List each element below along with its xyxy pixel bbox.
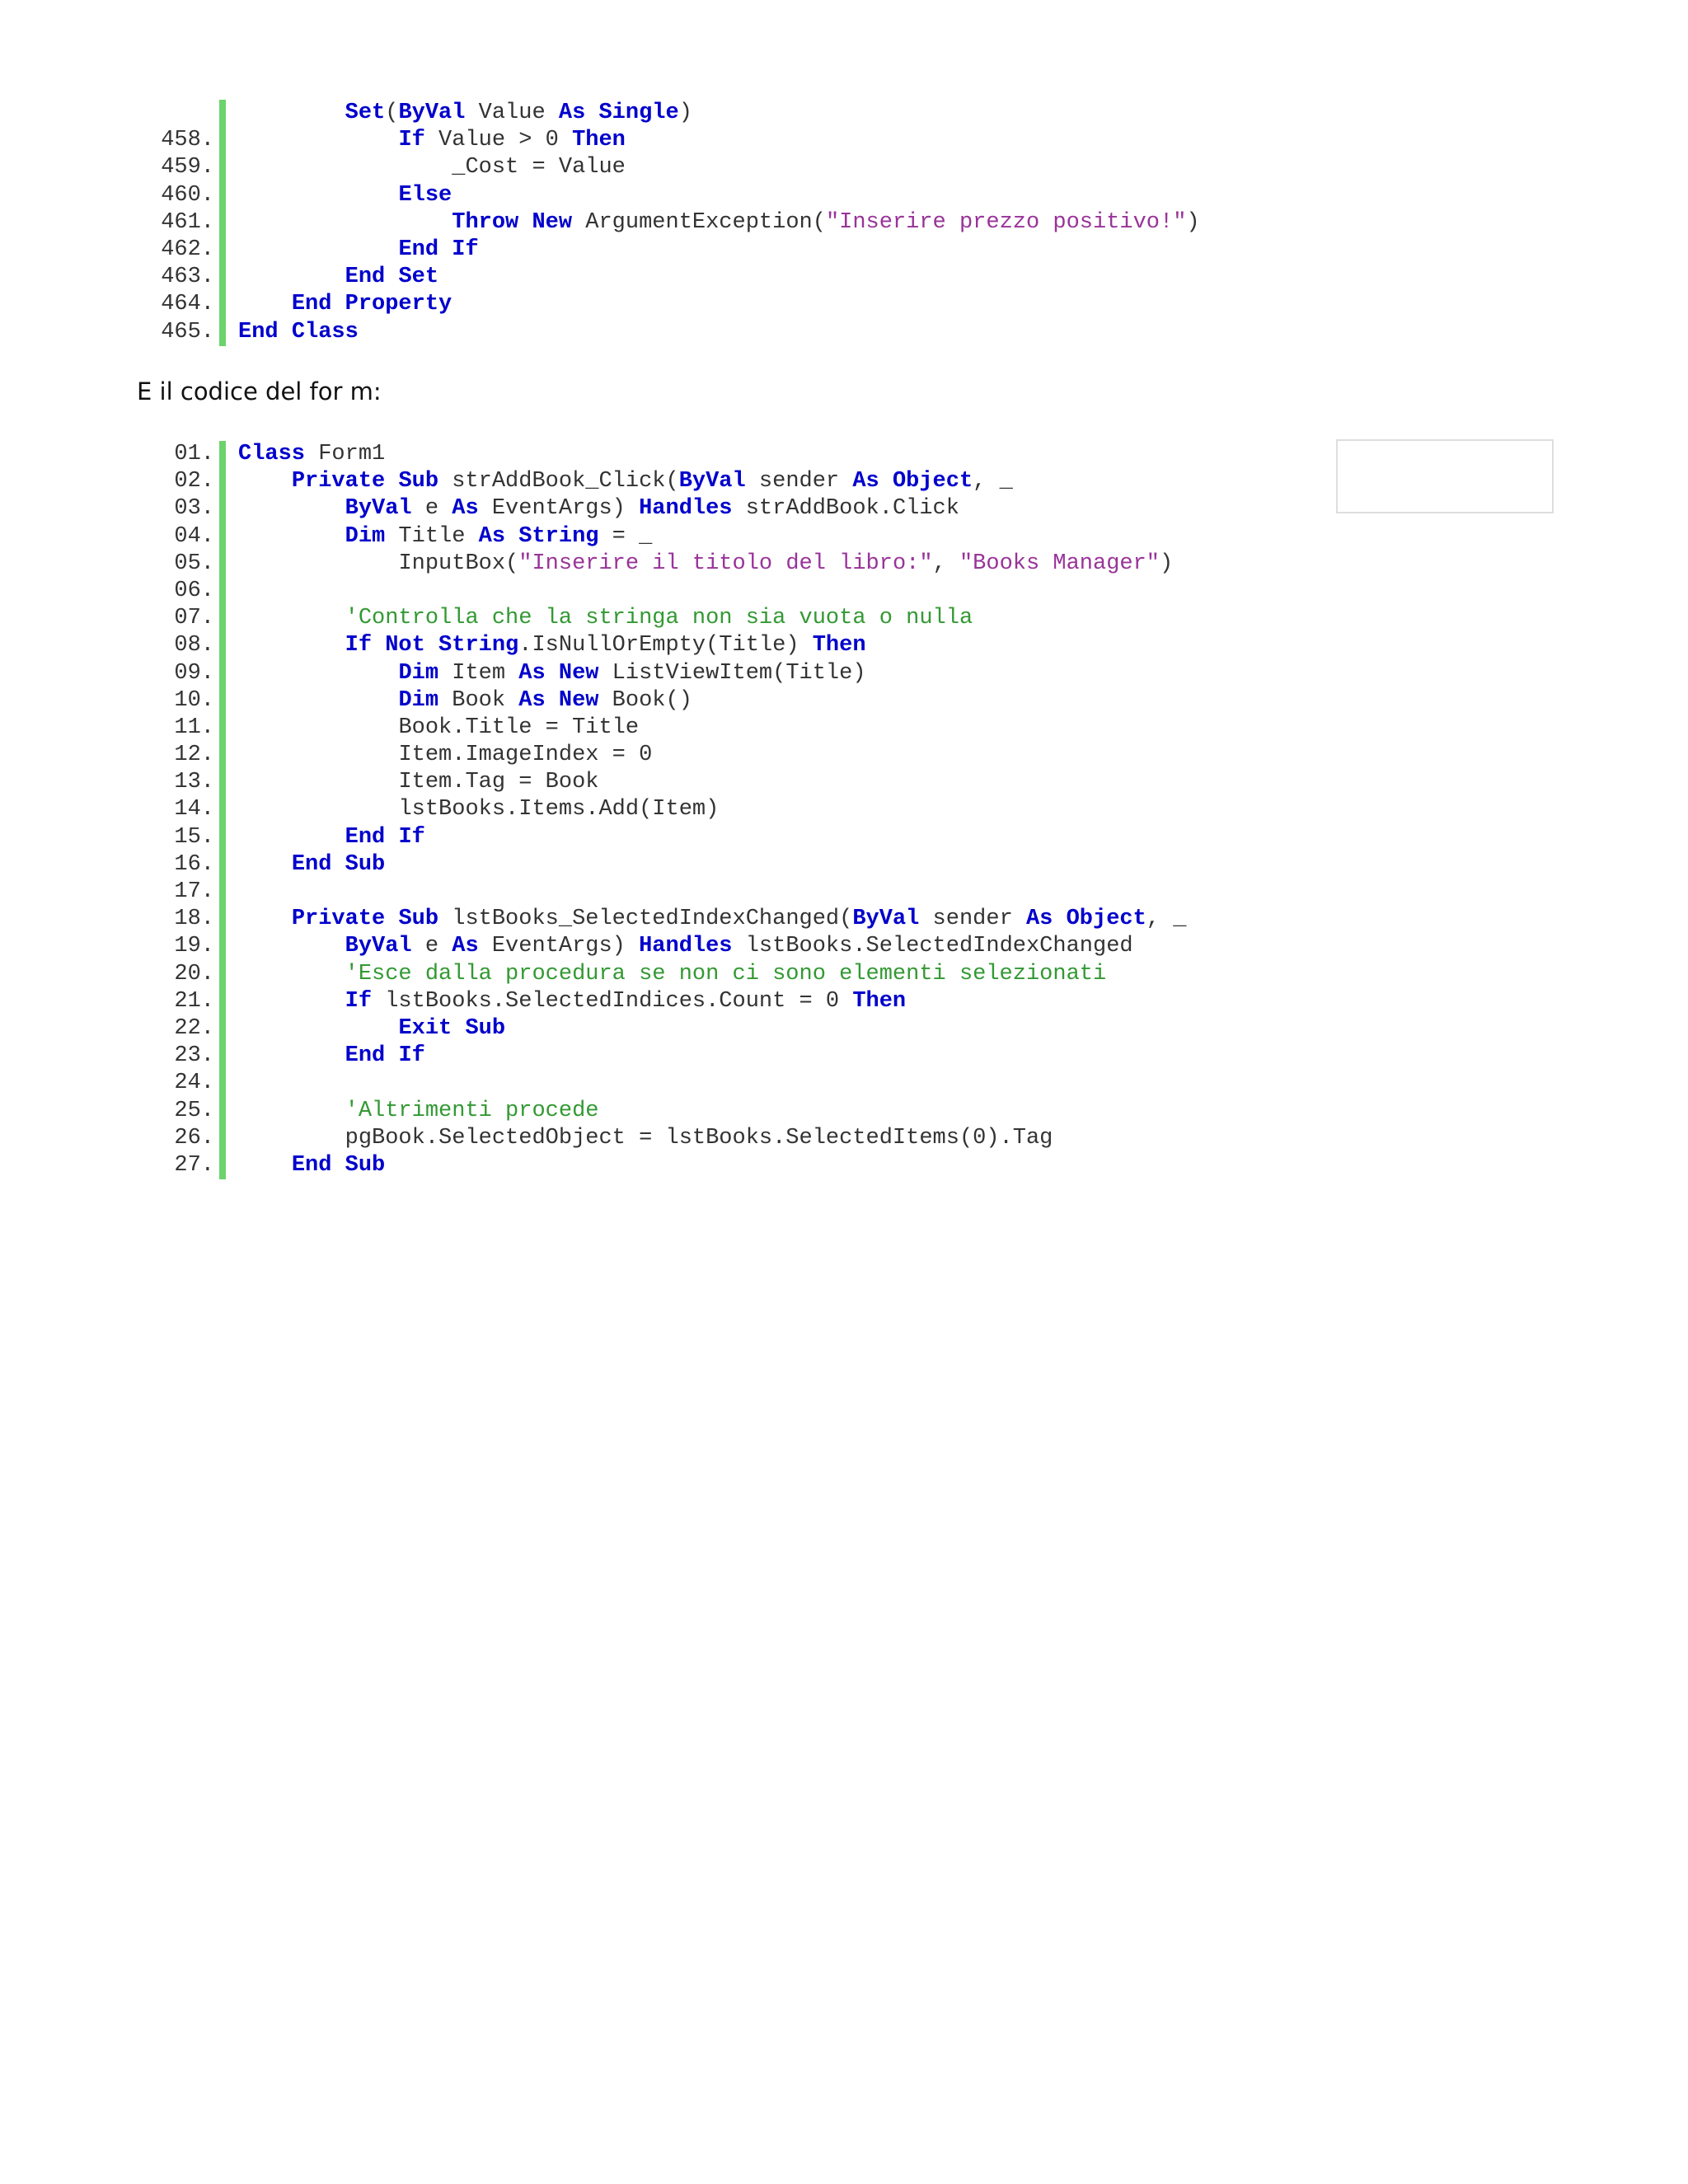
line-number: 23. bbox=[174, 1043, 214, 1069]
code-text bbox=[238, 742, 652, 769]
code-keyword: Sub bbox=[398, 907, 439, 932]
code-token: sender bbox=[919, 907, 1026, 932]
code-keyword: Then bbox=[572, 128, 626, 153]
code-keyword: As bbox=[558, 101, 586, 125]
code-text bbox=[238, 961, 1106, 988]
code-token: Value > 0 bbox=[424, 128, 573, 153]
code-text bbox=[238, 1125, 1053, 1152]
code-keyword: Not bbox=[385, 633, 425, 658]
code-token: Book bbox=[438, 687, 519, 713]
code-keyword: Class bbox=[238, 442, 306, 466]
code-keyword: New bbox=[558, 660, 599, 686]
code-text bbox=[238, 495, 959, 523]
code-line bbox=[0, 441, 1566, 468]
code-keyword: Handles bbox=[639, 934, 733, 959]
code-token: pgBook.SelectedObject = lstBooks.SelectedItems(0).Tag bbox=[345, 1125, 1053, 1151]
code-token: lstBooks.SelectedIndices.Count = 0 bbox=[372, 988, 853, 1014]
code-lines bbox=[0, 100, 1566, 346]
code-text bbox=[238, 906, 1186, 933]
code-keyword: Single bbox=[598, 101, 679, 125]
code-text bbox=[238, 715, 639, 742]
code-keyword: Then bbox=[812, 633, 866, 658]
code-token bbox=[546, 688, 559, 713]
line-number: 462. bbox=[161, 237, 214, 262]
line-number: 05. bbox=[174, 551, 214, 576]
code-token: e bbox=[411, 496, 452, 522]
code-comment: 'Controlla che la stringa non sia vuota o nulla bbox=[345, 606, 973, 631]
line-number: 459. bbox=[161, 155, 214, 180]
code-text bbox=[238, 1152, 385, 1179]
code-token bbox=[279, 320, 292, 344]
code-keyword: If bbox=[398, 824, 425, 850]
code-line bbox=[0, 578, 1566, 605]
code-line bbox=[0, 933, 1566, 960]
code-line bbox=[0, 1152, 1566, 1179]
code-token: Book.Title = Title bbox=[398, 715, 640, 740]
code-text bbox=[238, 468, 1013, 495]
code-keyword: If bbox=[345, 633, 373, 658]
code-token bbox=[546, 661, 559, 686]
code-keyword: Set bbox=[345, 101, 386, 125]
code-keyword: If bbox=[398, 1043, 425, 1069]
code-token bbox=[518, 210, 532, 235]
code-token bbox=[331, 1153, 345, 1178]
line-number: 25. bbox=[174, 1098, 214, 1123]
code-token bbox=[425, 633, 438, 658]
code-text bbox=[238, 154, 626, 181]
code-keyword: Private bbox=[291, 469, 386, 494]
line-number: 22. bbox=[174, 1015, 214, 1041]
code-keyword: End bbox=[291, 1152, 332, 1178]
code-token bbox=[331, 292, 345, 316]
line-number: 20. bbox=[174, 961, 214, 987]
code-keyword: Else bbox=[398, 182, 452, 208]
code-keyword: Dim bbox=[398, 687, 439, 713]
code-line bbox=[0, 551, 1566, 578]
code-line bbox=[0, 906, 1566, 933]
code-token bbox=[385, 1043, 398, 1068]
code-token: lstBooks_SelectedIndexChanged( bbox=[438, 907, 853, 932]
code-line bbox=[0, 209, 1566, 237]
code-keyword: As bbox=[478, 523, 506, 549]
code-keyword: End bbox=[398, 237, 439, 262]
code-line bbox=[0, 769, 1566, 796]
line-number: 04. bbox=[174, 523, 214, 549]
code-token bbox=[585, 101, 598, 125]
code-line bbox=[0, 127, 1566, 154]
line-number: 21. bbox=[174, 988, 214, 1014]
line-number: 10. bbox=[174, 687, 214, 713]
code-line bbox=[0, 742, 1566, 769]
line-number: 18. bbox=[174, 907, 214, 932]
code-keyword: End bbox=[238, 319, 279, 344]
code-line bbox=[0, 851, 1566, 879]
code-token: , _ bbox=[1146, 907, 1187, 932]
code-keyword: End bbox=[291, 292, 332, 317]
code-token bbox=[385, 907, 398, 931]
code-keyword: ByVal bbox=[398, 101, 466, 125]
code-keyword: End bbox=[345, 824, 386, 850]
line-number: 17. bbox=[174, 879, 214, 904]
code-block-form bbox=[0, 441, 1566, 1179]
code-token bbox=[438, 237, 452, 262]
code-line bbox=[0, 824, 1566, 851]
code-token: Item.Tag = Book bbox=[398, 770, 599, 795]
code-token: Title bbox=[385, 523, 479, 549]
code-token bbox=[385, 265, 398, 289]
code-text bbox=[238, 605, 973, 632]
code-text bbox=[238, 660, 866, 687]
code-keyword: Set bbox=[398, 265, 439, 290]
code-token: ArgumentException( bbox=[572, 209, 826, 235]
code-keyword: Sub bbox=[345, 851, 386, 877]
code-text bbox=[238, 796, 719, 823]
code-keyword: Exit bbox=[398, 1015, 452, 1041]
code-token: InputBox( bbox=[398, 551, 519, 576]
code-token bbox=[385, 825, 398, 850]
code-text bbox=[238, 127, 626, 154]
code-line bbox=[0, 495, 1566, 523]
code-token: _Cost = Value bbox=[452, 155, 626, 180]
code-text bbox=[238, 209, 1200, 237]
code-token bbox=[331, 852, 345, 877]
code-line bbox=[0, 796, 1566, 823]
code-keyword: Property bbox=[345, 292, 452, 317]
code-line bbox=[0, 1070, 1566, 1097]
code-keyword: If bbox=[398, 128, 425, 153]
code-text bbox=[238, 319, 359, 346]
code-keyword: Handles bbox=[639, 496, 733, 522]
code-line bbox=[0, 1043, 1566, 1070]
code-line bbox=[0, 237, 1566, 264]
line-number: 464. bbox=[161, 292, 214, 317]
code-line bbox=[0, 961, 1566, 988]
code-line bbox=[0, 523, 1566, 551]
code-text bbox=[238, 523, 652, 551]
code-text bbox=[238, 264, 438, 291]
code-line bbox=[0, 687, 1566, 715]
code-token: ) bbox=[1186, 209, 1200, 235]
code-keyword: New bbox=[532, 209, 573, 235]
code-string: "Inserire il titolo del libro:" bbox=[518, 551, 933, 576]
line-number: 16. bbox=[174, 851, 214, 877]
code-token bbox=[505, 524, 518, 549]
line-number: 26. bbox=[174, 1125, 214, 1151]
code-line bbox=[0, 468, 1566, 495]
line-number: 02. bbox=[174, 469, 214, 494]
line-number: 465. bbox=[161, 319, 214, 344]
code-string: "Inserire prezzo positivo!" bbox=[825, 209, 1187, 235]
code-line bbox=[0, 182, 1566, 209]
code-token bbox=[1053, 907, 1066, 931]
line-number: 24. bbox=[174, 1071, 214, 1096]
code-token bbox=[372, 633, 385, 658]
code-line bbox=[0, 632, 1566, 659]
code-line bbox=[0, 264, 1566, 291]
line-number: 460. bbox=[161, 182, 214, 208]
line-number: 13. bbox=[174, 770, 214, 795]
code-comment: 'Esce dalla procedura se non ci sono elementi selezionati bbox=[345, 961, 1107, 987]
code-keyword: New bbox=[558, 687, 599, 713]
code-token bbox=[385, 469, 398, 494]
code-keyword: ByVal bbox=[678, 469, 746, 494]
code-keyword: End bbox=[345, 265, 386, 290]
code-keyword: End bbox=[291, 851, 332, 877]
code-keyword: String bbox=[438, 633, 519, 658]
code-text bbox=[238, 100, 692, 127]
code-token: Value bbox=[465, 101, 559, 125]
code-token: strAddBook_Click( bbox=[438, 469, 679, 494]
code-keyword: Private bbox=[291, 907, 386, 932]
code-keyword: Throw bbox=[452, 209, 519, 235]
code-block-class-end bbox=[0, 100, 1566, 346]
code-keyword: ByVal bbox=[345, 496, 412, 522]
code-token: ( bbox=[385, 101, 399, 125]
code-keyword: As bbox=[452, 496, 479, 522]
code-keyword: Object bbox=[892, 469, 973, 494]
code-text bbox=[238, 1043, 425, 1070]
line-number: 14. bbox=[174, 797, 214, 823]
code-keyword: If bbox=[345, 988, 373, 1014]
code-text bbox=[238, 824, 425, 851]
code-keyword: As bbox=[518, 687, 546, 713]
line-number: 463. bbox=[161, 265, 214, 290]
code-text bbox=[238, 291, 452, 318]
line-number: 27. bbox=[174, 1152, 214, 1178]
code-line bbox=[0, 100, 1566, 127]
code-text bbox=[238, 182, 452, 209]
code-token: lstBooks.Items.Add(Item) bbox=[398, 797, 720, 823]
code-keyword: ByVal bbox=[345, 934, 412, 959]
line-number: 15. bbox=[174, 824, 214, 850]
code-token: Form1 bbox=[305, 442, 386, 466]
line-number: 08. bbox=[174, 633, 214, 658]
code-text bbox=[238, 551, 1173, 578]
code-keyword: As bbox=[1025, 907, 1053, 932]
code-token: EventArgs) bbox=[478, 496, 640, 522]
code-token: lstBooks.SelectedIndexChanged bbox=[732, 934, 1133, 959]
code-text bbox=[238, 988, 906, 1015]
code-line bbox=[0, 1098, 1566, 1125]
code-line bbox=[0, 988, 1566, 1015]
code-token: ListViewItem(Title) bbox=[598, 660, 866, 686]
code-text bbox=[238, 687, 692, 715]
code-keyword: ByVal bbox=[852, 907, 920, 932]
code-token: EventArgs) bbox=[478, 934, 640, 959]
code-text bbox=[238, 1098, 598, 1125]
code-token: .IsNullOrEmpty(Title) bbox=[518, 633, 813, 658]
code-keyword: As bbox=[518, 660, 546, 686]
code-token: e bbox=[411, 934, 452, 959]
code-line bbox=[0, 605, 1566, 632]
line-number: 06. bbox=[174, 578, 214, 603]
code-text bbox=[238, 1015, 505, 1043]
code-token bbox=[879, 469, 893, 494]
code-keyword: Dim bbox=[398, 660, 439, 686]
line-number: 19. bbox=[174, 934, 214, 959]
code-line bbox=[0, 660, 1566, 687]
line-number: 03. bbox=[174, 496, 214, 522]
code-token: ) bbox=[1160, 551, 1174, 576]
code-token: ) bbox=[678, 101, 692, 125]
code-keyword: Sub bbox=[345, 1152, 386, 1178]
code-line bbox=[0, 319, 1566, 346]
empty-frame bbox=[1336, 439, 1554, 513]
code-line bbox=[0, 1125, 1566, 1152]
code-text bbox=[238, 769, 598, 796]
code-keyword: If bbox=[452, 237, 479, 262]
code-keyword: End bbox=[345, 1043, 386, 1069]
line-number: 01. bbox=[174, 442, 214, 466]
code-keyword: As bbox=[852, 469, 879, 494]
code-token: sender bbox=[745, 469, 853, 494]
code-token bbox=[452, 1016, 465, 1041]
code-token: Item bbox=[438, 660, 519, 686]
code-text bbox=[238, 933, 1133, 960]
line-number: 07. bbox=[174, 606, 214, 631]
code-keyword: String bbox=[518, 523, 599, 549]
line-number: 12. bbox=[174, 743, 214, 768]
code-line bbox=[0, 879, 1566, 906]
code-token: Item.ImageIndex = 0 bbox=[398, 743, 653, 768]
code-text bbox=[238, 237, 479, 264]
code-keyword: Class bbox=[291, 319, 359, 344]
code-keyword: Sub bbox=[465, 1015, 506, 1041]
code-text bbox=[238, 441, 385, 468]
code-keyword: Then bbox=[852, 988, 907, 1014]
code-lines bbox=[0, 441, 1566, 1179]
code-comment: 'Altrimenti procede bbox=[345, 1098, 599, 1123]
code-string: "Books Manager" bbox=[959, 551, 1160, 576]
code-text bbox=[238, 632, 866, 659]
code-keyword: As bbox=[452, 934, 479, 959]
code-line bbox=[0, 1015, 1566, 1043]
code-line bbox=[0, 715, 1566, 742]
line-number: 458. bbox=[161, 128, 214, 153]
line-number: 461. bbox=[161, 209, 214, 235]
code-keyword: Sub bbox=[398, 469, 439, 494]
code-keyword: Object bbox=[1066, 907, 1146, 932]
code-token: strAddBook.Click bbox=[732, 496, 959, 522]
code-token: , bbox=[932, 551, 959, 576]
code-token: Book() bbox=[598, 687, 692, 713]
code-line bbox=[0, 154, 1566, 181]
code-line bbox=[0, 291, 1566, 318]
code-keyword: Dim bbox=[345, 523, 386, 549]
code-token: , _ bbox=[973, 469, 1013, 494]
line-number: 09. bbox=[174, 660, 214, 686]
line-number: 11. bbox=[174, 715, 214, 740]
paragraph-text: E il codice del for m: bbox=[137, 377, 382, 405]
code-token: = _ bbox=[598, 523, 653, 549]
code-text bbox=[238, 851, 385, 879]
